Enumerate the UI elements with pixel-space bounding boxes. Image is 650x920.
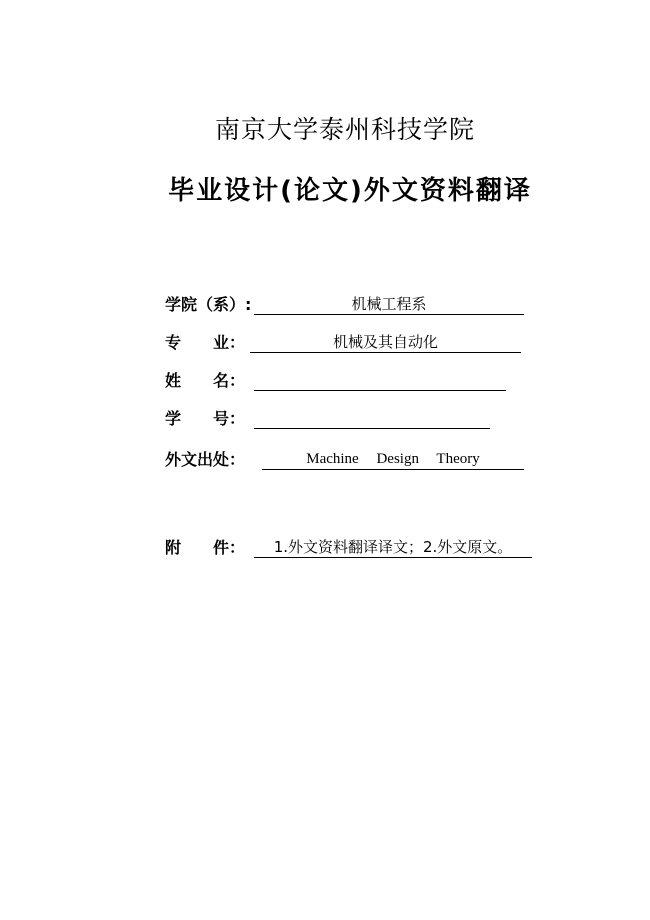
field-college <box>0 294 650 318</box>
source-label: 外文出处： <box>165 450 246 469</box>
field-attachment <box>0 537 650 561</box>
student-id-label: 学 号： <box>165 409 246 428</box>
college-value: 机械工程系 <box>254 294 524 315</box>
university-name: 南京大学泰州科技学院 <box>214 115 475 144</box>
student-id-value <box>254 408 490 429</box>
major-label: 专 业： <box>165 333 246 352</box>
attachment-label: 附 件： <box>165 538 246 557</box>
source-value: Machine Design Theory <box>262 449 524 470</box>
field-name <box>0 370 650 394</box>
field-source <box>0 449 650 473</box>
field-student-id <box>0 408 650 432</box>
major-value: 机械及其自动化 <box>250 332 521 353</box>
attachment-value: 1.外文资料翻译译文；2.外文原文。 <box>254 537 532 558</box>
field-major <box>0 332 650 356</box>
college-label: 学院（系）: <box>165 295 252 314</box>
name-label: 姓 名： <box>165 371 246 390</box>
document-title: 毕业设计(论文)外文资料翻译 <box>168 176 532 206</box>
name-value <box>254 370 506 391</box>
